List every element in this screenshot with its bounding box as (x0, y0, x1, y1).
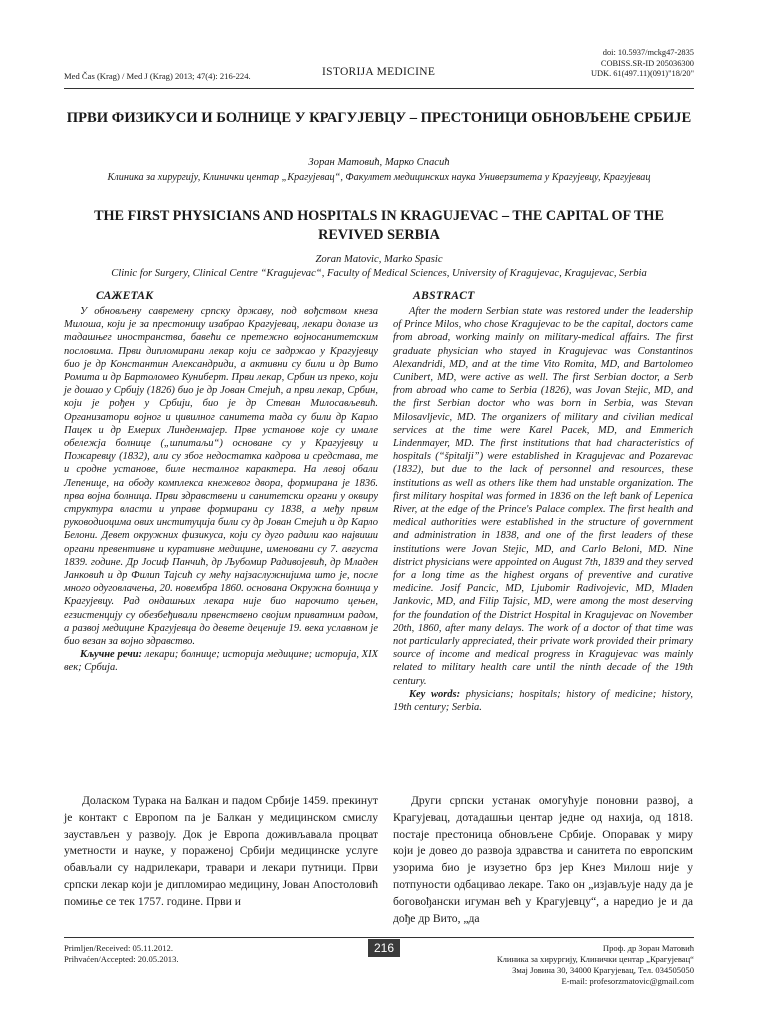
title-english: THE FIRST PHYSICIANS AND HOSPITALS IN KRAGUJEVAC – THE CAPITAL OF THE REVIVED SERBIA (94, 208, 664, 243)
title-serbian: ПРВИ ФИЗИКУСИ И БОЛНИЦЕ У КРАГУЈЕВЦУ – ПРЕСТОНИЦИ ОБНОВЉЕНЕ СРБИЈЕ (66, 110, 692, 126)
abstract-heading-english: ABSTRACT (413, 289, 475, 302)
section-label: ISTORIJA MEDICINE (322, 66, 436, 78)
cobiss-id: COBISS.SR-ID 205036300 (600, 58, 694, 68)
header-divider (64, 88, 694, 89)
abstract-english (393, 305, 693, 714)
abstract-serbian (64, 305, 378, 675)
doi[interactable]: doi: 10.5937/mckg47-2835 (602, 48, 694, 57)
accepted-date: Prihvaćen/Accepted: 20.05.2013. (64, 954, 179, 964)
article-dates (64, 943, 179, 965)
received-date: Primljen/Received: 05.11.2012. (64, 943, 173, 953)
page-number: 216 (368, 939, 400, 957)
keywords-label-english: Key words: (409, 688, 461, 700)
keywords-list-english: physicians; hospitals; history of medicine; history, 19th century; Serbia. (393, 688, 694, 714)
journal-citation: Med Čas (Krag) / Med J (Krag) 2013; 47(4): 216-224. (64, 71, 251, 81)
corresponding-author: Проф. др Зоран Матовић (602, 943, 694, 953)
corresponding-street: Змај Јовина 30, 34000 Крагујевац, Тел. 034505050 (512, 965, 694, 975)
abstract-heading-serbian: САЖЕТАК (96, 289, 154, 302)
udk-code: UDK. 61(497.11)(091)"18/20" (590, 69, 694, 78)
corresponding-email[interactable]: E-mail: profesorzmatovic@gmail.com (561, 976, 694, 986)
abstract-english-text: After the modern Serbian state was restored under the leadership of Prince Milos, who chose Kragujevac to be the capital, doctors came from abroad, working mainly on military-medical affairs. The first graduate physician who stayed in Kragujevac was Constantinos Alexandridi, MD, and at the time Vito Romita, MD, and Bartolomeo Cunibert, MD, were active as well. The first Serbian doctor, a Serb from abroad who came to Serbia (1826), was Jovan Stejic, MD, and the first Serbian doctor who was born in Serbia, was Stevan Milosavljevic, MD. The organizers of military and civilian medical services at the time were Karel Pacek, MD, and Emmerich Lindenmayer, MD. The first institutions that had characteristics of hospitals (“špitalji”) were established in Kragujevac and Pozarevac (1832), but due to the lack of personnel and resources, these institutions as well as others like them had unstable organization. The first military hospital was formed in 1836 on the left bank of Lepenica River, at the edge of the Prince's Palace complex. The first health and medical authorities were established in the structure of government and administration in 1838, and one of the first leaders of these institutions were Jovan Stejic, MD, and Carlo Beloni, MD. Nine district physicians were appointed on August 7th, 1839 and they served for a long time as the highest organs of preventive and curative medicine. Josif Pancic, MD, Ljubomir Radivojevic, MD, Mladen Jankovic, MD, and Filip Tajsic, MD, were among the most deserving for the foundation of the District Hospital in Kragujevac on November 20th, 1860, after many delays. The work of a doctor of that time was not particularly appreciated, their private work provided their primary source of income and medical progress in Kragujevac was mainly related to military health care until the ninth decade of the 19th century. (393, 306, 693, 687)
affiliation-english: Clinic for Surgery, Clinical Centre “Kragujevac“, Faculty of Medical Sciences, University of Kragujevac, Kragujevac, Serbia (111, 268, 647, 279)
article-identifiers (591, 48, 694, 80)
authors-serbian: Зоран Матовић, Марко Спасић (308, 157, 450, 168)
keywords-label-serbian: Кључне речи: (80, 649, 143, 661)
keywords-list-serbian: лекари; болнице; историја медицине; историја, XIX век; Србија. (64, 649, 378, 674)
keywords-serbian (64, 648, 378, 674)
body-text-right: Други српски устанак омогућује поновни развој, а Крагујевац, дотадашњи центар једне од нахија, од 1818. постаје престоница обновљене Србије. Опоравак у миру који је довео до развоја здравства и санитета по европским узорима био је изузетно брз јер Кнез Милош није у потпуности одбацивао лекаре. Тако он „изјављује наду да је боговођански игуман већ у Крагујевцу“, а наредио је и да дође др Вито, „да (393, 794, 693, 925)
corresponding-clinic: Клиника за хирургију, Клинички центар „Крагујевац“ (496, 954, 694, 964)
keywords-english (393, 688, 693, 714)
correspondence-address (497, 943, 694, 987)
footer-divider (64, 937, 694, 938)
authors-english: Zoran Matovic, Marko Spasic (315, 254, 443, 265)
affiliation-serbian: Клиника за хирургију, Клинички центар „Крагујевац“, Факултет медицинских наука Универзитета у Крагујевцу, Крагујевац (107, 172, 651, 183)
abstract-serbian-text: У обновљену савремену српску државу, под вођством кнеза Милоша, који је за престоницу изабрао Крагујевац, лекари долазе из тадашњег иностранства, бавећи се претежно војносанитетским пословима. Први дипломирани лекар који се задржао у Крагујевцу био је др Константин Александриди, а активни су били и др Вито Ромита и др Бартоломео Куниберт. Први лекар, Србин из преко, који је дошао у Србију (1826) био је др Јован Стејић, а први лекар, Србин, који је рођен у Србији, био је др Стеван Милосављевић. Организатори војног и цивилног санитета тада су били др Карло Пацек и др Емерих Линденмајер. Прве установе које су имале обележја болнице („шпитаљи“) основане су у Крагујевцу и Пожаревцу (1832), али су због недостатка кадрова и средстава, те и сродне установе, биле несталног карактера. На левој обали Лепенице, на ободу комплекса кнежевог двора, формирана је 1836. прва војна болница. Први здравствени и санитетски органи у оквиру структура власти и управе формирани су 1838, а међу првим руководиоцима ових институција били су др Јован Стејић и др Карло Белони. Девет окружних физикуса, који су дуго радили као највиши органи превентивне и куративне медицине, именовани су 7. августа 1839. године. Др Јосиф Панчић, др Љубомир Радивојевић, др Младен Јанковић и др Филип Тајсић су мећу најзаслужнијима што је, после много одуговлачења, 20. новембра 1860. основана Окружна болница у Крагујевцу. Рад ондашњих лекара није био нарочито цењен, егзистенцију су обезбеђивали првенствено својим приватним радом, а развој медицине Крагујевца до девете деценије 19. века уславном је био везан за војно здравство. (64, 306, 378, 648)
body-text-left: Доласком Турака на Балкан и падом Србије 1459. прекинут је контакт с Европом па је Балкан у медицинском смислу заустављен у развоју. Док је Европа доживљавала процват уметности и науке, у пораженој Србији медицинске услуге обављали су надрилекари, травари и лекари путници. Први српски лекар који је дипломирао медицину, Јован Апостоловић помиње се тек 1757. године. Први и (64, 794, 378, 908)
